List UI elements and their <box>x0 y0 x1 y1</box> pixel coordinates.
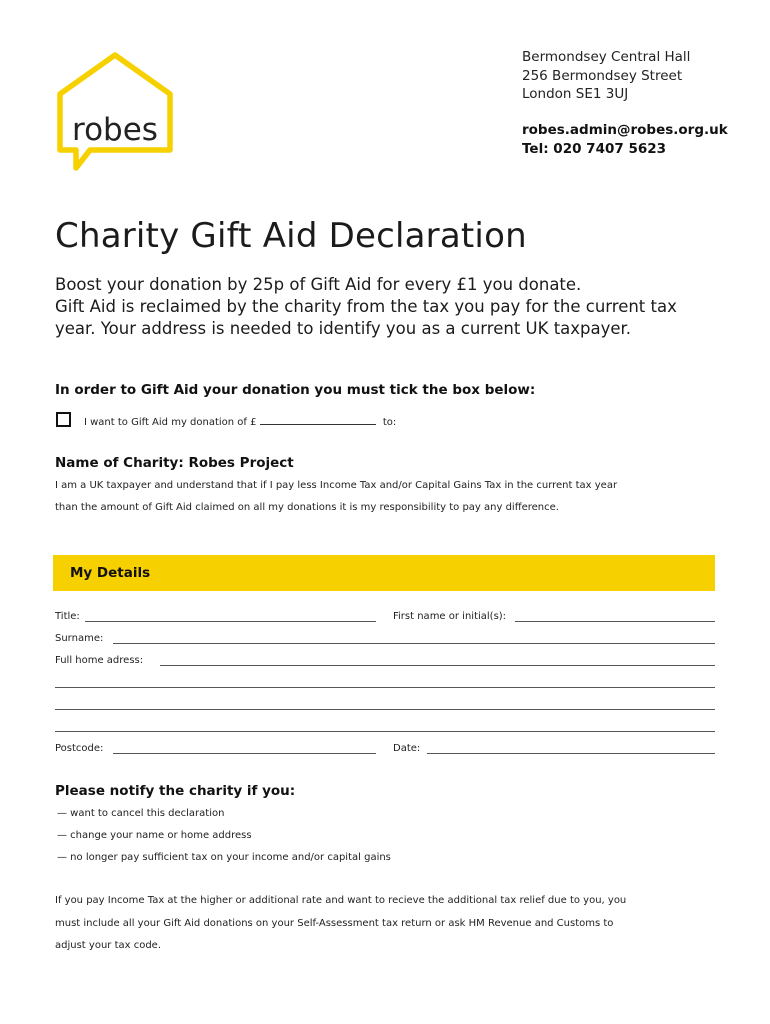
title-field[interactable] <box>85 621 376 622</box>
robes-logo <box>52 50 178 176</box>
telephone: Tel: 020 7407 5623 <box>522 140 667 157</box>
charity-name: Name of Charity: Robes Project <box>55 455 294 471</box>
declaration-line-2: than the amount of Gift Aid claimed on all my donations it is my responsibility to pay any difference. <box>55 502 559 513</box>
email-link[interactable]: robes.admin@robes.org.uk <box>522 122 728 138</box>
donation-amount-field[interactable] <box>260 414 376 425</box>
notify-heading: Please notify the charity if you: <box>55 783 296 799</box>
postcode-label: Postcode: <box>55 743 104 754</box>
intro-line-3: year. Your address is needed to identify you as a current UK taxpayer. <box>55 319 632 338</box>
page-title: Charity Gift Aid Declaration <box>55 216 527 256</box>
tick-instruction: In order to Gift Aid your donation you must tick the box below: <box>55 382 536 398</box>
intro-line-2: Gift Aid is reclaimed by the charity from the tax you pay for the current tax <box>55 297 677 316</box>
gift-aid-label: I want to Gift Aid my donation of £ <box>84 417 257 428</box>
surname-label: Surname: <box>55 633 104 644</box>
contact-block <box>522 121 728 158</box>
address-field-line-3[interactable] <box>55 709 715 710</box>
logo-wordmark: robes <box>72 112 158 148</box>
notify-item-tax: — no longer pay sufficient tax on your income and/or capital gains <box>57 852 391 863</box>
notify-item-cancel: — want to cancel this declaration <box>57 808 225 819</box>
notify-item-change: — change your name or home address <box>57 830 252 841</box>
address-field-line-1[interactable] <box>160 665 715 666</box>
footer-line-1: If you pay Income Tax at the higher or additional rate and want to recieve the additional tax relief due to you, you <box>55 895 627 906</box>
my-details-heading: My Details <box>70 565 151 581</box>
title-label: Title: <box>55 611 80 622</box>
intro-line-1: Boost your donation by 25p of Gift Aid for every £1 you donate. <box>55 275 582 294</box>
footer-line-2: must include all your Gift Aid donations on your Self-Assessment tax return or ask HM Revenue and Customs to <box>55 918 614 929</box>
gift-aid-suffix: to: <box>382 417 397 428</box>
address-field-line-2[interactable] <box>55 687 715 688</box>
gift-aid-checkbox[interactable] <box>56 412 71 427</box>
intro-text <box>55 274 735 340</box>
postcode-field[interactable] <box>113 753 376 754</box>
my-details-header <box>53 555 715 591</box>
address-line-2: 256 Bermondsey Street <box>522 67 683 84</box>
gift-aid-statement <box>84 414 396 428</box>
footer-line-3: adjust your tax code. <box>55 940 162 951</box>
first-name-label: First name or initial(s): <box>393 611 507 622</box>
address-line-3: London SE1 3UJ <box>522 86 629 102</box>
address-label: Full home adress: <box>55 655 144 666</box>
address-block <box>522 48 690 104</box>
declaration-line-1: I am a UK taxpayer and understand that if I pay less Income Tax and/or Capital Gains Tax in the current tax year <box>55 480 618 491</box>
surname-field[interactable] <box>113 643 715 644</box>
address-line-1: Bermondsey Central Hall <box>522 49 691 65</box>
date-label: Date: <box>393 743 421 754</box>
address-field-line-4[interactable] <box>55 731 715 732</box>
date-field[interactable] <box>427 753 715 754</box>
first-name-field[interactable] <box>515 621 715 622</box>
